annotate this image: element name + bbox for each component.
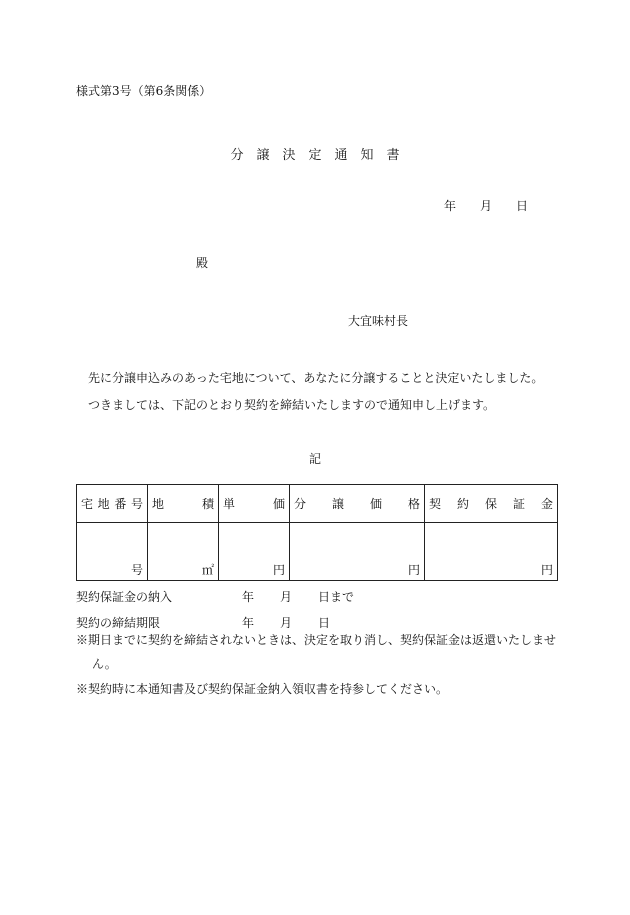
header-char: 格	[407, 497, 420, 511]
header-char: 単	[223, 497, 236, 511]
addressee-suffix: 殿	[196, 256, 209, 270]
deadline-month: 月	[280, 616, 293, 630]
header-char: 分	[294, 497, 307, 511]
deposit-month: 月	[280, 590, 293, 604]
header-char: 号	[130, 497, 143, 511]
document-title	[0, 144, 630, 163]
header-char: 地	[97, 497, 110, 511]
note-1: ※期日までに契約を締結されないときは、決定を取り消し、契約保証金は返還いたしませ	[76, 633, 557, 647]
deposit-line	[76, 588, 354, 605]
ki-heading: 記	[308, 452, 321, 466]
title-char: 定	[308, 148, 322, 163]
date-year: 年	[444, 199, 457, 213]
unit-yen: 円	[407, 563, 420, 577]
deposit-day: 日まで	[318, 590, 355, 604]
header-lot-number	[77, 485, 148, 523]
deposit-year: 年	[242, 590, 255, 604]
header-char: 保	[484, 497, 497, 511]
deposit-label: 契約保証金の納入	[76, 590, 173, 604]
header-unit-price	[219, 485, 290, 523]
unit-go: 号	[130, 563, 143, 577]
cell-deposit[interactable]	[425, 523, 558, 581]
body-paragraph-1: 先に分譲申込みのあった宅地について、あなたに分譲することと決定いたしました。	[88, 371, 544, 385]
header-char: 積	[201, 497, 214, 511]
form-number: 様式第3号（第6条関係）	[76, 84, 212, 98]
header-char: 譲	[331, 497, 344, 511]
title-char: 分	[230, 148, 244, 163]
header-char: 契	[429, 497, 442, 511]
date-line	[444, 197, 528, 214]
header-char: 約	[456, 497, 469, 511]
header-deposit	[425, 485, 558, 523]
deadline-year: 年	[242, 616, 255, 630]
issuer: 大宜味村長	[348, 314, 409, 328]
note-1-continued: ん。	[92, 657, 117, 671]
title-char: 書	[386, 148, 400, 163]
title-char: 知	[360, 148, 374, 163]
header-char: 地	[152, 497, 165, 511]
header-char: 価	[369, 497, 382, 511]
unit-yen: 円	[272, 563, 285, 577]
deadline-day: 日	[318, 616, 331, 630]
date-day: 日	[516, 199, 529, 213]
cell-unit-price[interactable]	[219, 523, 290, 581]
header-char: 番	[114, 497, 127, 511]
title-char: 決	[282, 148, 296, 163]
header-char: 証	[512, 497, 525, 511]
title-char: 通	[334, 148, 348, 163]
header-char: 宅	[81, 497, 94, 511]
unit-yen: 円	[540, 563, 553, 577]
body-paragraph-2: つきましては、下記のとおり契約を締結いたしますので通知申し上げます。	[88, 398, 496, 412]
lot-table	[76, 484, 558, 581]
unit-sqm: ㎡	[201, 563, 214, 577]
header-area	[148, 485, 219, 523]
deadline-line	[76, 614, 330, 631]
header-char: 金	[540, 497, 553, 511]
note-2: ※契約時に本通知書及び契約保証金納入領収書を持参してください。	[76, 682, 449, 696]
header-char: 価	[272, 497, 285, 511]
cell-sale-price[interactable]	[290, 523, 425, 581]
title-char: 譲	[256, 148, 270, 163]
cell-area[interactable]	[148, 523, 219, 581]
header-sale-price	[290, 485, 425, 523]
deadline-label: 契約の締結期限	[76, 616, 161, 630]
cell-lot-number[interactable]	[77, 523, 148, 581]
date-month: 月	[480, 199, 493, 213]
